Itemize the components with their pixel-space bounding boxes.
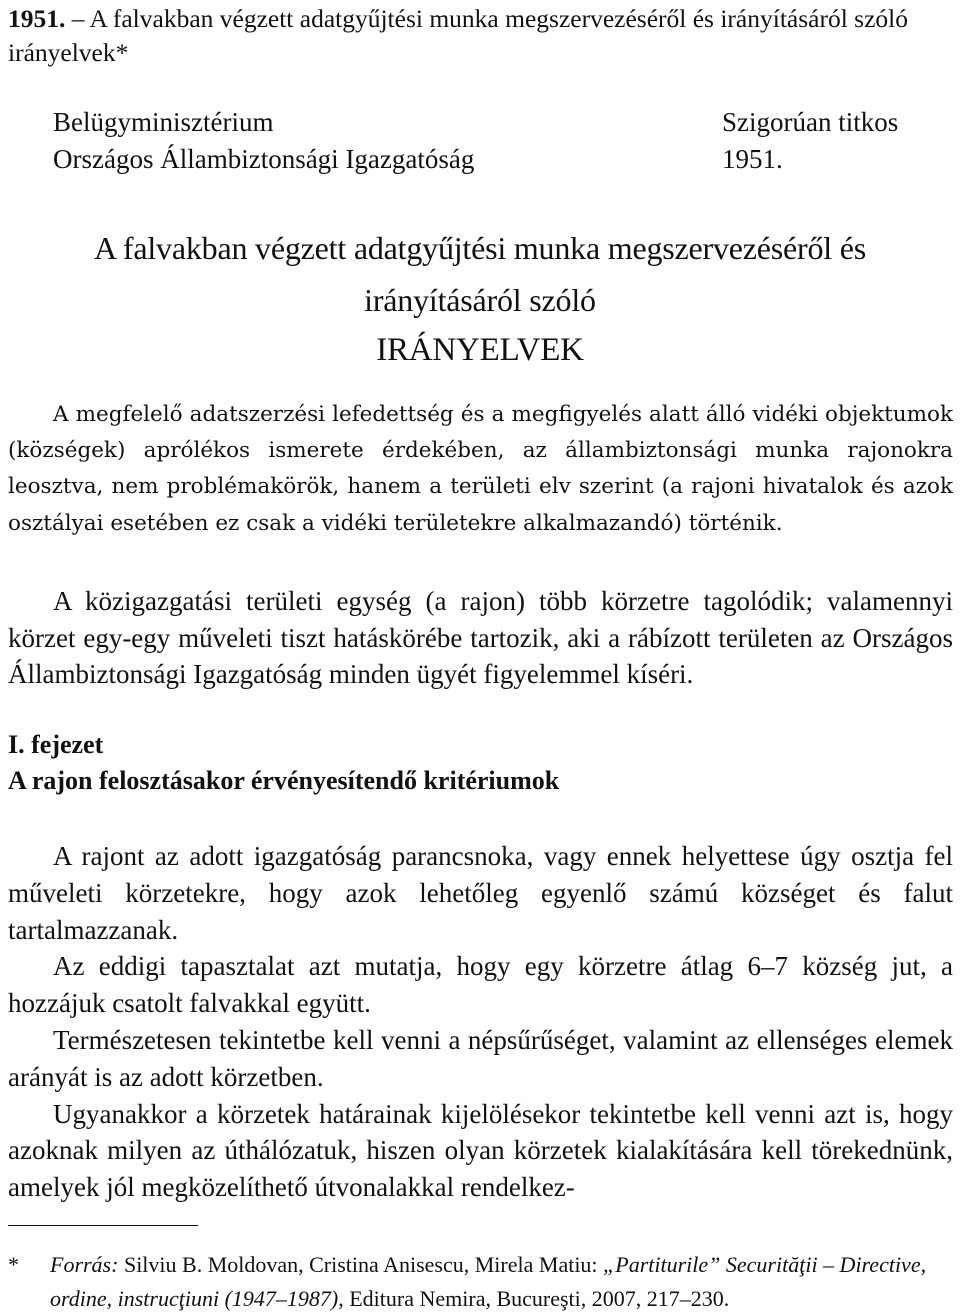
intro-paragraph	[8, 397, 953, 542]
issuer-ministry: Belügyminisztérium	[53, 107, 274, 137]
footnote-divider	[8, 1225, 198, 1226]
footnote-marker: *	[8, 1252, 19, 1277]
chapter-body	[8, 838, 953, 1206]
second-paragraph	[8, 583, 953, 693]
footnote-source-label: Forrás:	[50, 1252, 119, 1277]
footnote-publisher: Editura Nemira, Bucureşti, 2007, 217–230.	[343, 1286, 730, 1311]
header-row-1	[53, 105, 928, 139]
issuer-directorate: Országos Állambiztonsági Igazgatóság	[53, 144, 475, 174]
body-paragraph: Ugyanakkor a körzetek határainak kijelölésekor tekintetbe kell venni azt is, hogy azoknak milyen az úthálózatuk, hiszen olyan körzetek kialakítására kell törekednünk, amelyek jól megközelíthető útvonalakkal rendelkez-	[8, 1098, 953, 1203]
heading-number: 1951.	[8, 4, 66, 33]
footnote-authors: Silviu B. Moldovan, Cristina Anisescu, Mirela Matiu:	[118, 1252, 604, 1277]
document-year: 1951.	[722, 144, 783, 174]
heading-text: – A falvakban végzett adatgyűjtési munka megszervezéséről és irányításáról szóló irányelvek*	[8, 4, 908, 67]
body-paragraph: Az eddigi tapasztalat azt mutatja, hogy egy körzetre átlag 6–7 község jut, a hozzájuk csatolt falvakkal együtt.	[8, 951, 953, 1019]
header-row-2	[53, 142, 928, 176]
title-line-1: A falvakban végzett adatgyűjtési munka megszervezéséről és	[93, 230, 867, 266]
title-line-3: IRÁNYELVEK	[376, 332, 584, 368]
body-paragraph: A rajont az adott igazgatóság parancsnoka, vagy ennek helyettese úgy osztja fel műveleti körzetekre, hogy azok lehetőleg egyenlő számú községet és falut tartalmazzanak.	[8, 841, 953, 945]
chapter-title: A rajon felosztásakor érvényesítendő kritériumok	[8, 766, 560, 795]
title-line-2: irányításáról szóló	[364, 282, 596, 318]
intro-text: A megfelelő adatszerzési lefedettség és a megfigyelés alatt álló vidéki objektumok (községek) aprólékos ismerete érdekében, az állambiztonsági munka rajonokra leosztva, nem problémakörök, hanem a területi elv szerint (a rajoni hivatalok és azok osztályai esetében ez csak a vidéki területekre alkalmazandó) történik.	[8, 402, 953, 536]
footnote-book-title: „Partiturile” Securităţii – Directive, ordine, instrucţiuni (1947–1987),	[50, 1252, 927, 1311]
chapter-number: I. fejezet	[8, 730, 104, 759]
classification-label: Szigorúan titkos	[722, 107, 899, 137]
second-paragraph-text: A közigazgatási területi egység (a rajon) több körzetre tagolódik; valamennyi körzet egy-egy műveleti tiszt hatáskörébe tartozik, aki a rábízott területen az Országos Állambiztonsági Igazgatóság minden ügyét figyelemmel kíséri.	[8, 586, 953, 689]
body-paragraph: Természetesen tekintetbe kell venni a népsűrűséget, valamint az ellenséges elemek arányát is az adott körzetben.	[8, 1024, 953, 1092]
footnote	[8, 1248, 953, 1316]
document-heading	[8, 2, 953, 70]
footnote-text	[50, 1248, 953, 1316]
